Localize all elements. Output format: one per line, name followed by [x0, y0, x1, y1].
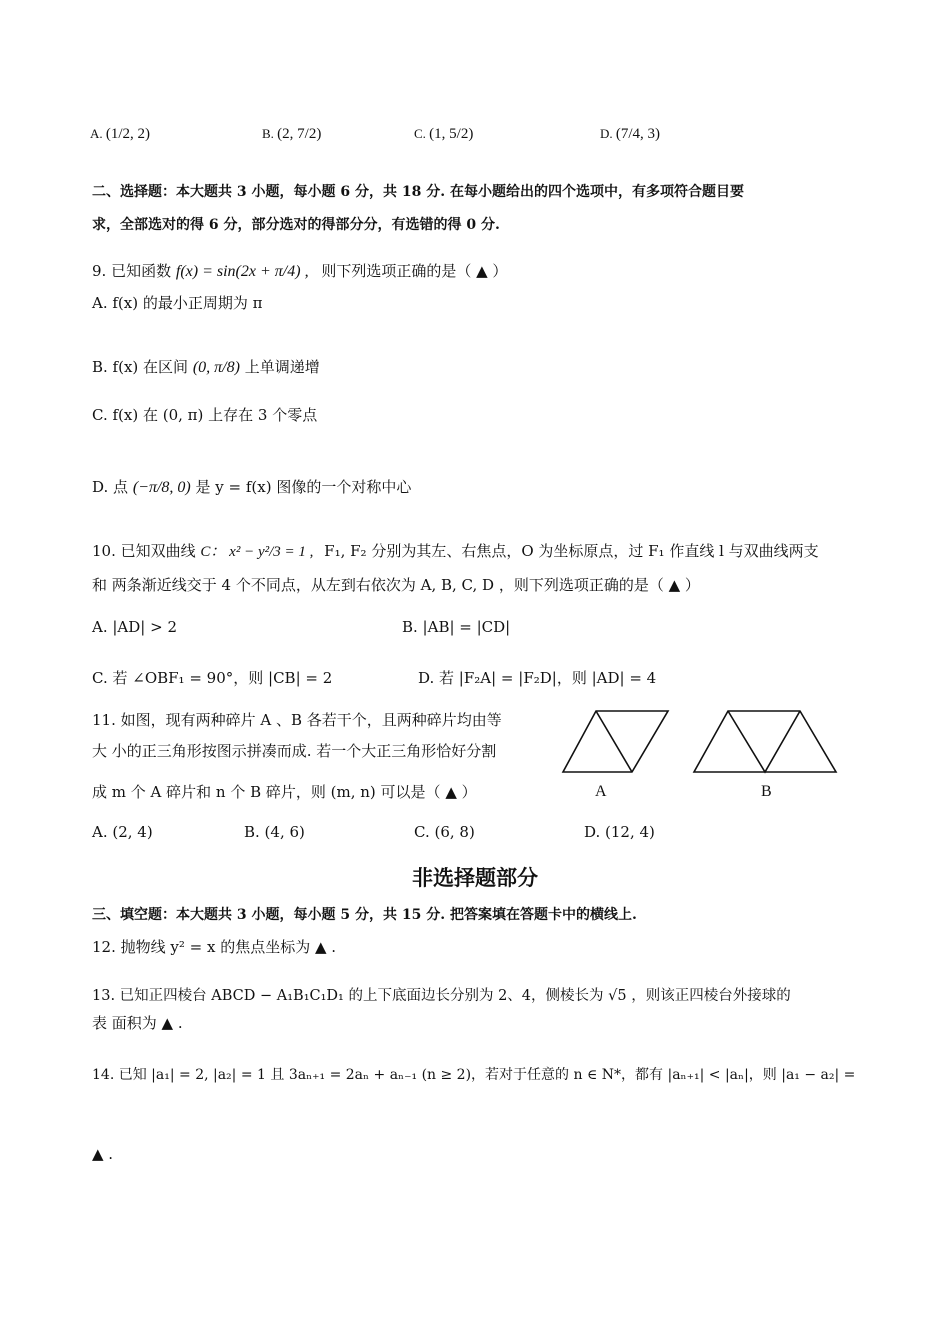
- section2-line2: 求，全部选对的得 6 分，部分选对的得部分分，有选错的得 0 分.: [92, 217, 500, 233]
- q11-option-c: C. (6, 8): [414, 823, 475, 841]
- q10-stem-line1: 10. 已知双曲线 C： x² − y²/3 = 1 , F₁, F₂ 分别为其左、右焦点，O 为坐标原点，过 F₁ 作直线 l 与双曲线两支: [92, 542, 819, 560]
- q11-line2: 大 小的正三角形按图示拼凑而成. 若一个大正三角形恰好分割: [92, 742, 497, 760]
- q8-option-b: B. (2, 7/2): [262, 126, 322, 142]
- q11-fig-label-b: B: [761, 783, 772, 800]
- q8-option-d: D. (7/4, 3): [600, 126, 661, 142]
- q9-option-c: C. f(x) 在 (0, π) 上存在 3 个零点: [92, 406, 318, 424]
- piece-a-outline: [563, 711, 668, 772]
- piece-b-figure: [694, 711, 836, 772]
- q11-option-a: A. (2, 4): [92, 823, 153, 841]
- q10-option-b: B. |AB| = |CD|: [402, 618, 511, 636]
- q8-option-c: C. (1, 5/2): [414, 126, 474, 142]
- q9-option-b: B. f(x) 在区间 (0, π/8) 上单调递增: [92, 358, 320, 376]
- q9-option-d: D. 点 (−π/8, 0) 是 y = f(x) 图像的一个对称中心: [92, 478, 412, 496]
- q11-line1: 11. 如图，现有两种碎片 A 、B 各若干个，且两种碎片均由等: [92, 711, 502, 729]
- q12: 12. 抛物线 y² = x 的焦点坐标为 ▲ .: [92, 938, 337, 956]
- piece-a-figure: [563, 711, 668, 772]
- q13-line1: 13. 已知正四棱台 ABCD − A₁B₁C₁D₁ 的上下底面边长分别为 2、4，侧棱长为 √5 ，则该正四棱台外接球的: [92, 988, 791, 1004]
- q8-option-a: A. (1/2, 2): [90, 126, 151, 142]
- section-heading: 非选择题部分: [412, 866, 538, 890]
- q10-option-d: D. 若 |F₂A| = |F₂D|，则 |AD| = 4: [418, 669, 657, 687]
- q14-line2: ▲ .: [92, 1145, 114, 1163]
- q10-stem-line2: 和 两条渐近线交于 4 个不同点，从左到右依次为 A, B, C, D ，则下列选项正确的是（ ▲ ）: [92, 576, 700, 594]
- q10-option-c: C. 若 ∠OBF₁ = 90°，则 |CB| = 2: [92, 669, 333, 687]
- piece-b-divider: [728, 711, 800, 772]
- q14-line1: 14. 已知 |a₁| = 2, |a₂| = 1 且 3aₙ₊₁ = 2aₙ + aₙ₋₁ (n ≥ 2)，若对于任意的 n ∈ N*，都有 |aₙ₊₁| < |aₙ|，则 |a₁ − a₂| =: [92, 1067, 856, 1083]
- q11-option-b: B. (4, 6): [244, 823, 305, 841]
- q10-option-a: A. |AD| > 2: [92, 618, 177, 636]
- q9-stem: 9. 已知函数 f(x) = sin(2x + π/4) , 则下列选项正确的是（ ▲ ）: [92, 262, 508, 280]
- piece-a-divider: [596, 711, 632, 772]
- q11-option-d: D. (12, 4): [584, 823, 655, 841]
- piece-b-outline: [694, 711, 836, 772]
- section2-line1: 二、选择题：本大题共 3 小题，每小题 6 分，共 18 分. 在每小题给出的四个选项中，有多项符合题目要: [92, 184, 744, 200]
- section3: 三、填空题：本大题共 3 小题，每小题 5 分，共 15 分. 把答案填在答题卡中的横线上.: [92, 907, 637, 923]
- q9-option-a: A. f(x) 的最小正周期为 π: [92, 294, 263, 312]
- q11-fig-label-a: A: [595, 783, 607, 800]
- q13-line2: 表 面积为 ▲ .: [92, 1014, 183, 1032]
- q11-line3: 成 m 个 A 碎片和 n 个 B 碎片，则 (m, n) 可以是（ ▲ ）: [92, 783, 477, 801]
